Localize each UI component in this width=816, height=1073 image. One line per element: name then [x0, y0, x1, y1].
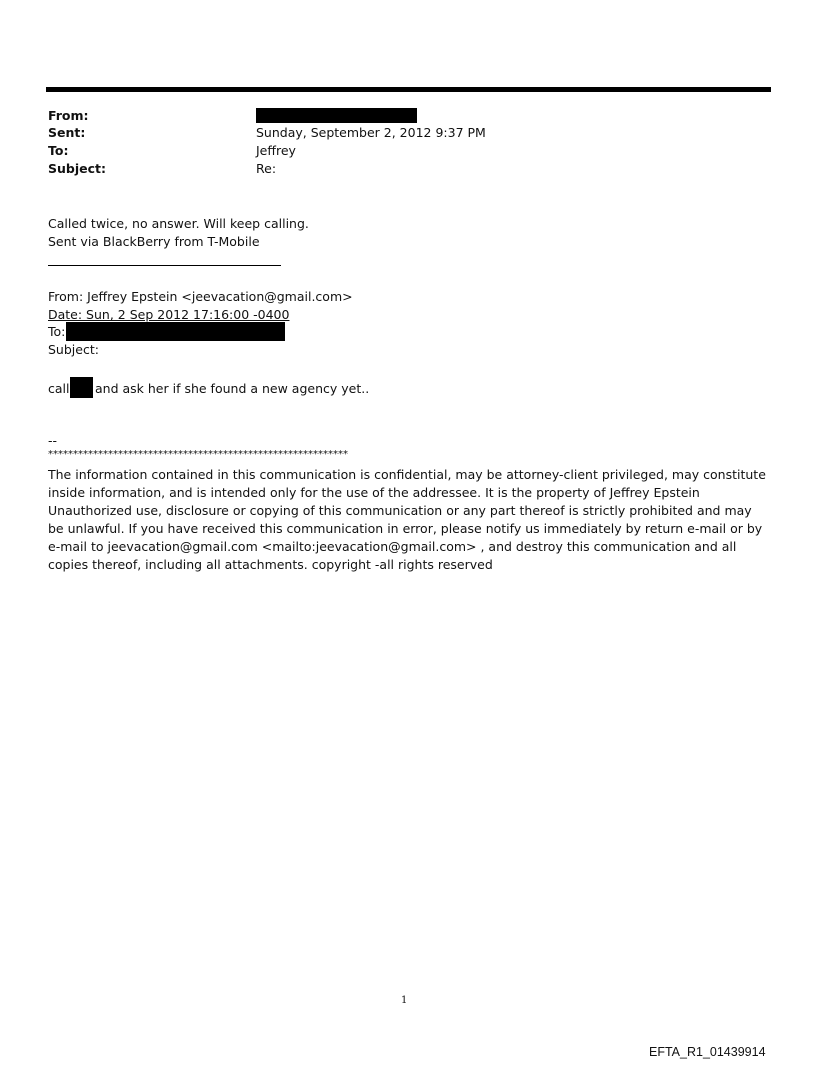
from-label: From:: [48, 108, 89, 123]
reply-line-1: Called twice, no answer. Will keep calling.: [48, 216, 309, 231]
to-label: To:: [48, 143, 69, 158]
quoted-body-redaction: [70, 377, 93, 398]
confidentiality-disclaimer: The information contained in this communication is confidential, may be attorney-client privileged, may constitute inside information, and is intended only for the use of the addressee. It is the property of Jeffrey Epstein Unauthorized use, disclosure or copying of this communication or any part thereof is strictly prohibited and may be unlawful. If you have received this communication in error, please notify us immediately by return e-mail or by e-mail to jeevacation@gmail.com <mailto:jeevacation@gmail.com> , and destroy this communication and all copies thereof, including all attachments. copyright -all rights reserved: [48, 467, 766, 572]
subject-label: Subject:: [48, 161, 106, 176]
quoted-body-after: and ask her if she found a new agency yet..: [95, 381, 370, 396]
signature-dashes: --: [48, 433, 58, 448]
to-value: Jeffrey: [256, 143, 296, 158]
quoted-to-redaction: [66, 322, 285, 341]
header-rule: [46, 87, 771, 92]
quoted-to-label: To:: [48, 324, 66, 339]
quoted-to-row: [48, 323, 65, 341]
sent-label: Sent:: [48, 125, 86, 140]
quote-separator: [48, 265, 281, 266]
quoted-date-line: Date: Sun, 2 Sep 2012 17:16:00 -0400: [48, 307, 290, 322]
quoted-from-line: From: Jeffrey Epstein <jeevacation@gmail.com>: [48, 289, 353, 304]
sent-value: Sunday, September 2, 2012 9:37 PM: [256, 125, 486, 140]
signature-stars: ************************************************************: [48, 449, 348, 460]
page-number: 1: [401, 995, 408, 1006]
reply-line-2: Sent via BlackBerry from T-Mobile: [48, 234, 260, 249]
bates-number: EFTA_R1_01439914: [649, 1045, 766, 1059]
from-redaction: [256, 108, 417, 123]
quoted-body-before: call: [48, 381, 70, 396]
subject-value: Re:: [256, 161, 277, 176]
quoted-subject-line: Subject:: [48, 342, 99, 357]
